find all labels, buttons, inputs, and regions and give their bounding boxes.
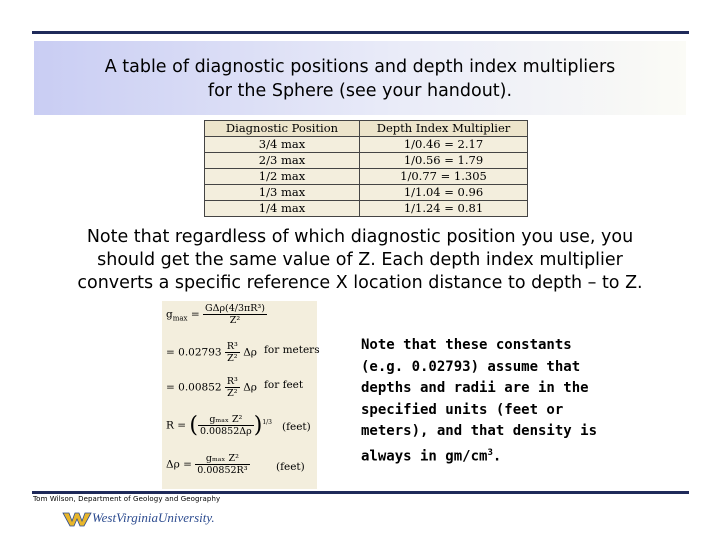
equation-figure bbox=[162, 301, 320, 489]
table-row bbox=[205, 137, 528, 153]
table-cell: 1/2 max bbox=[205, 169, 360, 185]
constants-note-line-5: meters), and that density is bbox=[361, 423, 598, 439]
constants-note-line-6: always in $gm/cm^3$. bbox=[361, 447, 502, 465]
table-cell: 1/3 max bbox=[205, 185, 360, 201]
table-cell: 1/1.24 = 0.81 bbox=[360, 201, 528, 217]
table-row bbox=[205, 153, 528, 169]
diagnostic-table bbox=[204, 120, 528, 217]
table-cell: 3/4 max bbox=[205, 137, 360, 153]
unit-radius-feet: (feet) bbox=[282, 421, 311, 433]
title-line-2: for the Sphere (see your handout). bbox=[207, 81, 513, 101]
depth-note-line-1: Note that regardless of which diagnostic position you use, you bbox=[86, 227, 634, 247]
table-header-row bbox=[205, 121, 528, 137]
depth-note-line-2: should get the same value of Z. Each depth index multiplier bbox=[97, 250, 623, 270]
equation-meters: = 0.02793 $\frac{\text{R³}}{\text{Z²}}$ Δρ for meters bbox=[166, 341, 320, 364]
constants-note-line-1: Note that these constants bbox=[361, 337, 572, 353]
wvu-flying-wv-logo-icon bbox=[62, 510, 92, 528]
table-cell: 1/0.46 = 2.17 bbox=[360, 137, 528, 153]
author-credit: Tom Wilson, Department of Geology and Geography bbox=[33, 495, 221, 503]
unit-feet: for feet bbox=[264, 379, 304, 391]
table-cell: 1/0.77 = 1.305 bbox=[360, 169, 528, 185]
title-line-1: A table of diagnostic positions and depth index multipliers bbox=[104, 57, 616, 77]
equation-density: Δρ = $\frac{\text{gₘₐₓ Z²}}{\text{0.00852R³}}$ (feet) bbox=[166, 453, 305, 476]
slide-title bbox=[34, 55, 686, 103]
unit-density-feet: (feet) bbox=[276, 461, 305, 473]
depth-note-line-3: converts a specific reference X location distance to depth – to Z. bbox=[77, 273, 643, 293]
university-logo-text: WestVirginiaUniversity. bbox=[92, 510, 215, 525]
table-cell: 1/0.56 = 1.79 bbox=[360, 153, 528, 169]
table-row bbox=[205, 185, 528, 201]
table-cell: 2/3 max bbox=[205, 153, 360, 169]
constants-note-line-2: (e.g. 0.02793) assume that bbox=[361, 358, 581, 375]
equation-gmax: $g_{max}$ = $\frac{\text{GΔρ(4/3πR³)}}{\text{Z²}}$ bbox=[166, 303, 265, 326]
constants-note-line-3: depths and radii are in the bbox=[361, 380, 589, 396]
constants-note-line-4: specified units (feet or bbox=[361, 401, 564, 418]
table-cell: 1/4 max bbox=[205, 201, 360, 217]
equation-feet: = 0.00852 $\frac{\text{R³}}{\text{Z²}}$ Δρ for feet bbox=[166, 376, 304, 399]
equation-radius: R = ( $\frac{\text{gₘₐₓ Z²}}{0.00852\Delta\rho}$ )$^{1/3}$ (feet) bbox=[166, 413, 311, 438]
header-diagnostic-position: Diagnostic Position bbox=[205, 121, 360, 137]
table-row bbox=[205, 201, 528, 217]
bottom-rule bbox=[32, 491, 689, 494]
table-row bbox=[205, 169, 528, 185]
depth-note bbox=[40, 226, 680, 295]
top-rule bbox=[32, 31, 689, 34]
header-depth-index-multiplier: Depth Index Multiplier bbox=[360, 121, 528, 137]
table-cell: 1/1.04 = 0.96 bbox=[360, 185, 528, 201]
constants-note bbox=[361, 335, 621, 468]
unit-meters: for meters bbox=[264, 344, 320, 356]
